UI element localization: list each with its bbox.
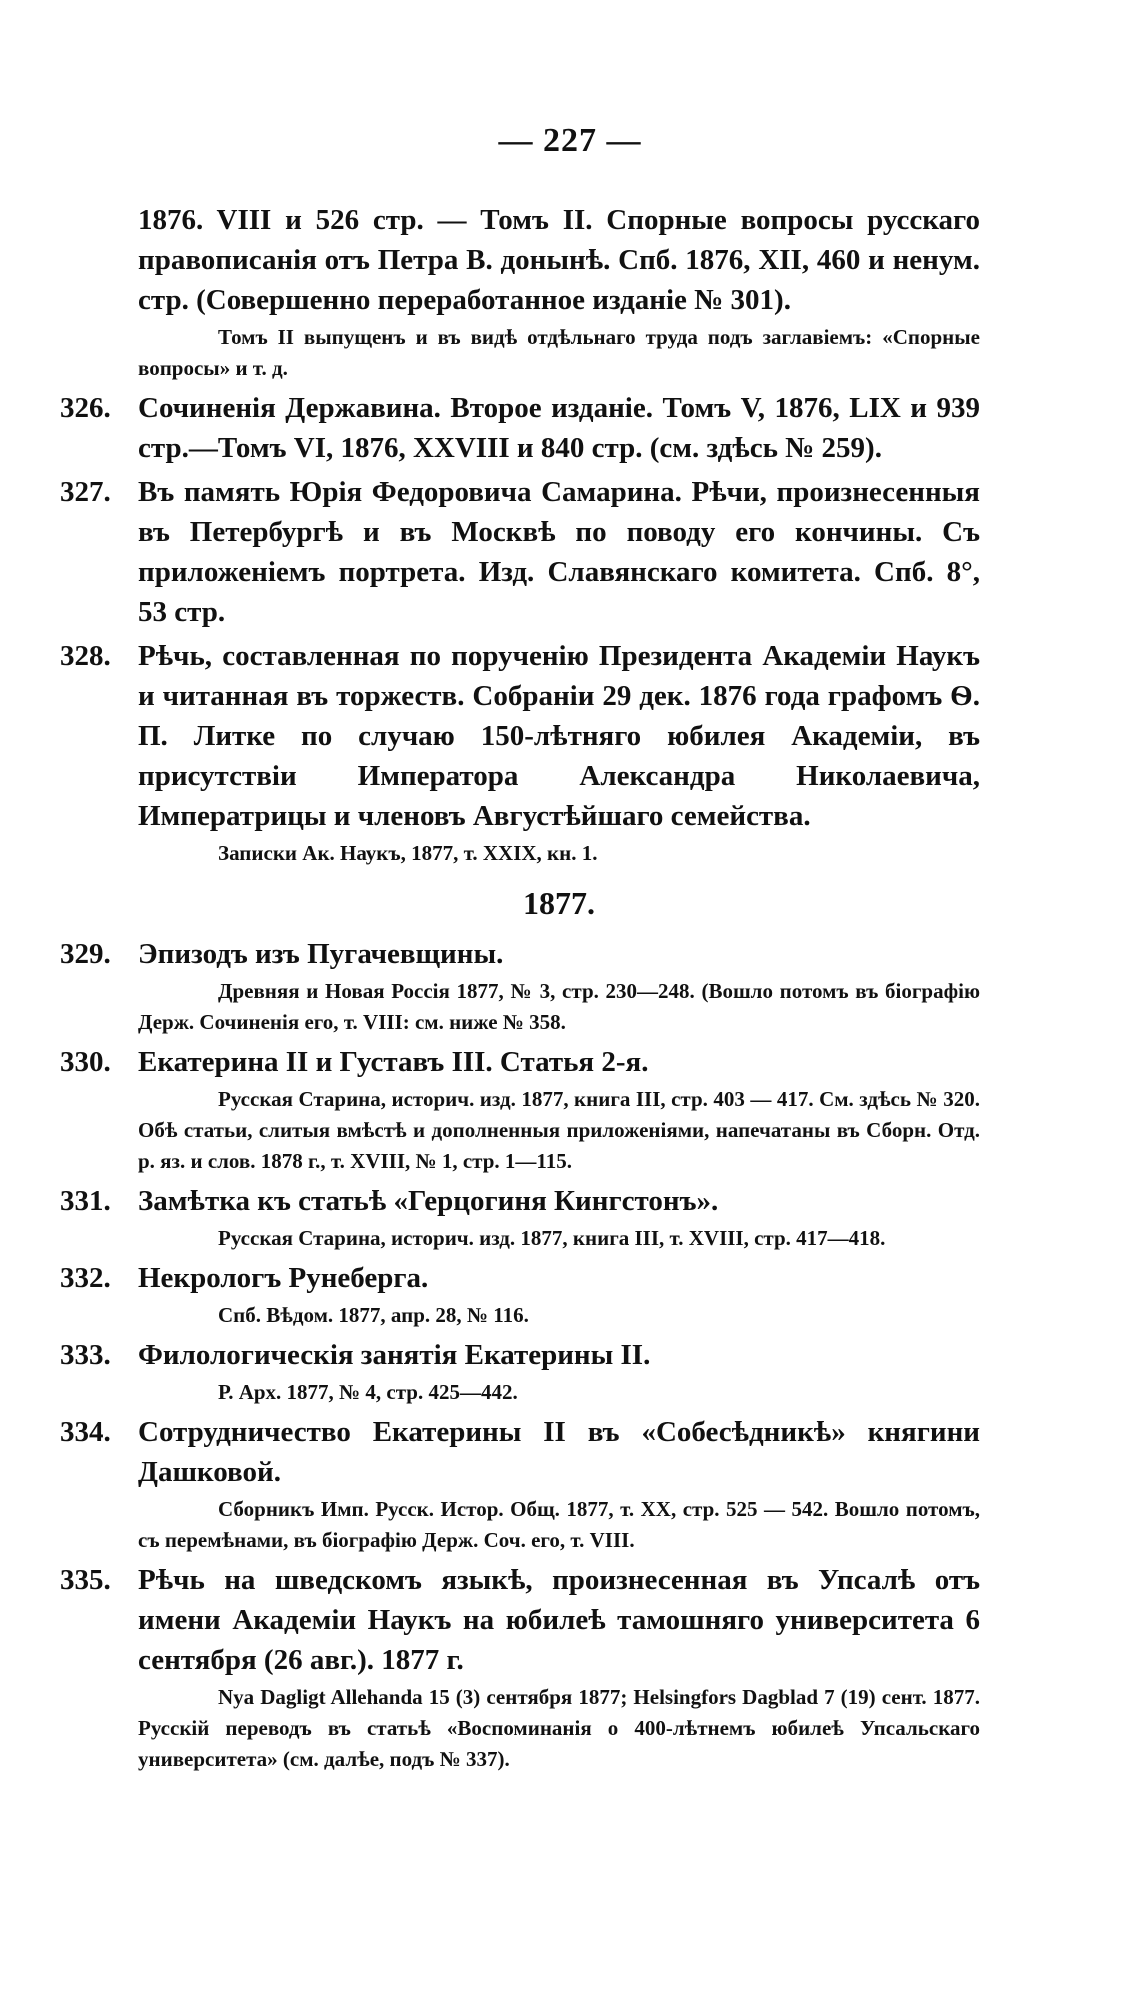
entry-number: 328. [60, 640, 111, 672]
entry-334 [60, 1412, 980, 1556]
continuation-text: 1876. VIII и 526 стр. — Томъ II. Спорные вопросы русскаго правописанія отъ Петра В. донынѣ. Спб. 1876, XII, 460 и ненум. стр. (Совершенно переработанное изданіе № 301). [138, 204, 980, 316]
entry-number: 335. [60, 1564, 111, 1596]
entry-note: Записки Ак. Наукъ, 1877, т. XXIX, кн. 1. [218, 841, 598, 865]
bibliography-list [60, 200, 980, 1779]
entry-328 [60, 636, 980, 869]
entry-note: Р. Арх. 1877, № 4, стр. 425—442. [218, 1380, 518, 1404]
entry-title: Въ память Юрія Федоровича Самарина. Рѣчи, произнесенныя въ Петербургѣ и въ Москвѣ по поводу его кончины. Съ приложеніемъ портрета. Изд. Славянскаго комитета. Спб. 8°, 53 стр. [138, 476, 980, 628]
entry-330 [60, 1042, 980, 1177]
entry-326 [60, 388, 980, 468]
entry-note: Древняя и Новая Россія 1877, № 3, стр. 230—248. (Вошло потомъ въ біографію Держ. Сочиненія его, т. VIII: см. ниже № 358. [138, 979, 980, 1034]
entry-number: 330. [60, 1046, 111, 1078]
entry-title: Рѣчь, составленная по порученію Президента Академіи Наукъ и читанная въ торжеств. Собраніи 29 дек. 1876 года графомъ Ѳ. П. Литке по случаю 150-лѣтняго юбилея Академіи, въ присутствіи Императора Александра Николаевича, Императрицы и членовъ Августѣйшаго семейства. [138, 640, 980, 832]
entry-title: Екатерина II и Густавъ III. Статья 2-я. [138, 1046, 649, 1078]
entry-number: 331. [60, 1185, 111, 1217]
entry-title: Замѣтка къ статьѣ «Герцогиня Кингстонъ». [138, 1185, 719, 1217]
entry-331 [60, 1181, 980, 1254]
entry-333 [60, 1335, 980, 1408]
entry-note: Русская Старина, историч. изд. 1877, книга III, т. XVIII, стр. 417—418. [218, 1226, 886, 1250]
page-number: — 227 — [498, 122, 642, 159]
entry-number: 329. [60, 938, 111, 970]
entry-335 [60, 1560, 980, 1775]
entry-title: Сотрудничество Екатерины II въ «Собесѣдникѣ» княгини Дашковой. [138, 1416, 980, 1488]
entry-number: 334. [60, 1416, 111, 1448]
entry-332 [60, 1258, 980, 1331]
entry-title: Некрологъ Рунеберга. [138, 1262, 429, 1294]
entry-note: Спб. Вѣдом. 1877, апр. 28, № 116. [218, 1303, 529, 1327]
entry-329 [60, 934, 980, 1038]
entry-327 [60, 472, 980, 632]
continuation-entry [60, 200, 980, 384]
entry-number: 333. [60, 1339, 111, 1371]
entry-title: Эпизодъ изъ Пугачевщины. [138, 938, 504, 970]
entry-number: 326. [60, 392, 111, 424]
entry-note: Nya Dagligt Allehanda 15 (3) сентября 1877; Helsingfors Dagblad 7 (19) сент. 1877. Русскій переводъ въ статьѣ «Воспоминанія о 400-лѣтнемъ юбилеѣ Упсальскаго университета» (см. далѣе, подъ № 337). [138, 1685, 980, 1771]
entry-note: Сборникъ Имп. Русск. Истор. Общ. 1877, т. XX, стр. 525 — 542. Вошло потомъ, съ перемѣнами, въ біографію Держ. Соч. его, т. VIII. [138, 1497, 980, 1552]
entry-number: 332. [60, 1262, 111, 1294]
entry-number: 327. [60, 476, 111, 508]
continuation-note: Томъ II выпущенъ и въ видѣ отдѣльнаго труда подъ заглавіемъ: «Спорные вопросы» и т. д. [138, 325, 980, 380]
year-heading: 1877. [523, 885, 595, 921]
entry-title: Филологическія занятія Екатерины II. [138, 1339, 651, 1371]
entry-note: Русская Старина, историч. изд. 1877, книга III, стр. 403 — 417. См. здѣсь № 320. Обѣ статьи, слитыя вмѣстѣ и дополненныя приложеніями, напечатаны въ Сборн. Отд. р. яз. и слов. 1878 г., т. XVIII, № 1, стр. 1—115. [138, 1087, 980, 1173]
entry-title: Сочиненія Державина. Второе изданіе. Томъ V, 1876, LIX и 939 стр.—Томъ VI, 1876, XXVIII и 840 стр. (см. здѣсь № 259). [138, 392, 980, 464]
entry-title: Рѣчь на шведскомъ языкѣ, произнесенная въ Упсалѣ отъ имени Академіи Наукъ на юбилеѣ тамошняго университета 6 сентября (26 авг.). 1877 г. [138, 1564, 980, 1676]
